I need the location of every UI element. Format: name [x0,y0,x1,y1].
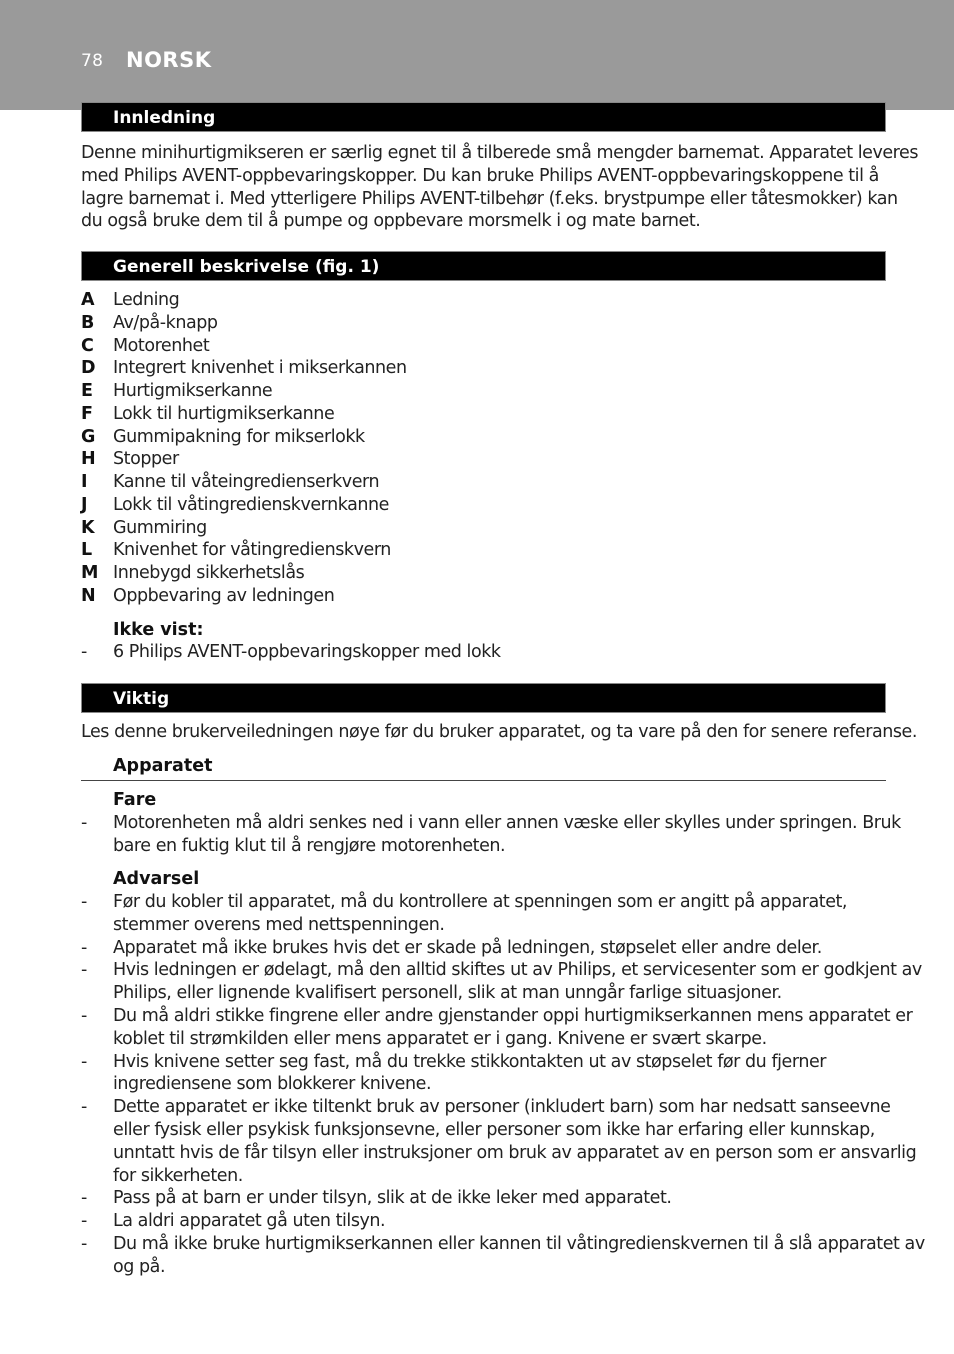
bullet-dash: - [81,937,87,958]
important-intro [81,721,917,744]
section-bar-important [81,683,886,713]
bullet-line: stemmer overens med nettspenningen. [113,914,445,935]
part-label: Motorenhet [113,335,210,356]
part-label: Innebygd sikkerhetslås [113,563,305,583]
bullet-dash: - [81,813,87,833]
part-label: Gummiring [113,517,207,538]
page-number: 78 [81,51,104,71]
bullet-dash: - [81,1006,87,1026]
part-letter: E [81,381,93,401]
bullet-line: og på. [113,1256,166,1277]
bullet-line: Pass på at barn er under tilsyn, slik at de ikke leker med apparatet. [113,1188,672,1209]
part-letter: J [81,494,88,515]
part-letter: H [81,449,96,470]
bullet-line: Du må ikke bruke hurtigmikserkannen eller kannen til våtingredienskvernen til å slå apparatet av [113,1234,925,1254]
part-letter: B [81,312,94,333]
bullet-line: Før du kobler til apparatet, må du kontrollere at spenningen som er angitt på apparatet, [113,892,848,912]
part-letter: M [81,563,98,583]
bullet-line: Philips, eller lignende kvalifisert personell, slik at man unngår farlige situasjoner. [113,983,782,1004]
bullet-dash: - [81,1188,87,1209]
part-letter: I [81,472,88,492]
intro-line: du også bruke dem til å pumpe og oppbevare morsmelk i og mate barnet. [81,211,701,232]
bullet-line: Dette apparatet er ikke tiltenkt bruk av personer (inkludert barn) som har nedsatt sanseevne [113,1097,891,1118]
part-letter: K [81,517,95,538]
part-letter: F [81,403,93,424]
part-letter: D [81,358,96,379]
part-label: Stopper [113,449,179,470]
part-label: Ledning [113,290,180,310]
section-bar-intro [81,102,886,132]
section-title-general: Generell beskrivelse (fig. 1) [113,257,380,277]
important-intro-text: Les denne brukerveiledningen nøye før du bruker apparatet, og ta vare på den for senere referanse. [81,722,917,742]
intro-paragraph [81,142,919,233]
part-letter: N [81,585,96,606]
bullet-line: bare en fuktig klut til å rengjøre motorenheten. [113,835,506,856]
part-letter: G [81,426,95,447]
language-title: NORSK [126,48,212,72]
part-label: Kanne til våteingredienserkvern [113,472,380,492]
bullet-dash: - [81,892,87,912]
bullet-line: Hvis ledningen er ødelagt, må den alltid skiftes ut av Philips, et servicesenter som er godkjent av [113,960,922,981]
bullet-dash: - [81,642,87,662]
part-letter: L [81,540,92,561]
part-label: Lokk til våtingredienskvernkanne [113,494,389,515]
section-title-important: Viktig [113,689,170,709]
part-label: Knivenhet for våtingredienskvern [113,540,391,561]
appliance-heading: Apparatet [113,756,213,776]
intro-line: lagre barnemat i. Med ytterligere Philips AVENT-tilbehør (f.eks. brystpumpe eller tåtesmokker) kan [81,188,898,209]
warning-heading: Advarsel [113,869,200,889]
bullet-line: eller fysisk eller psykisk funksjonsevne, eller personer som ikke har erfaring eller kunnskap, [113,1119,875,1140]
section-title-intro: Innledning [113,108,216,128]
part-label: Av/på-knapp [113,312,218,333]
bullet-line: for sikkerheten. [113,1165,243,1186]
bullet-dash: - [81,960,87,981]
intro-line: Denne minihurtigmikseren er særlig egnet til å tilberede små mengder barnemat. Apparatet leveres [81,143,919,163]
part-letter: A [81,290,95,310]
bullet-line: koblet til strømkilden eller mens apparatet er i gang. Knivene er svært skarpe. [113,1028,767,1049]
page-header-band [0,0,954,110]
bullet-line: La aldri apparatet gå uten tilsyn. [113,1211,386,1232]
danger-heading: Fare [113,790,157,810]
section-bar-general [81,251,886,281]
not-shown-label: Ikke vist: [113,620,204,640]
bullet-line: Hvis knivene setter seg fast, må du trekke stikkontakten ut av støpselet før du fjerner [113,1051,827,1072]
intro-line: med Philips AVENT-oppbevaringskopper. Du kan bruke Philips AVENT-oppbevaringskoppene til å [81,165,879,186]
bullet-line: Apparatet må ikke brukes hvis det er skade på ledningen, støpselet eller andre deler. [113,937,822,958]
bullet-dash: - [81,1234,87,1254]
part-label: Oppbevaring av ledningen [113,585,335,606]
bullet-line: Motorenheten må aldri senkes ned i vann eller annen væske eller skylles under springen. Bruk [113,813,901,833]
part-label: Hurtigmikserkanne [113,381,273,401]
bullet-dash: - [81,1097,87,1118]
bullet-dash: - [81,1211,87,1232]
part-label: Integrert knivenhet i mikserkannen [113,358,407,379]
bullet-dash: - [81,1051,87,1072]
part-letter: C [81,335,94,356]
part-label: Lokk til hurtigmikserkanne [113,403,335,424]
not-shown-text: 6 Philips AVENT-oppbevaringskopper med lokk [113,642,501,662]
part-label: Gummipakning for mikserlokk [113,426,365,447]
divider [81,780,886,781]
bullet-line: Du må aldri stikke fingrene eller andre gjenstander oppi hurtigmikserkannen mens apparatet er [113,1006,913,1026]
bullet-line: ingrediensene som blokkerer knivene. [113,1074,432,1095]
bullet-line: unntatt hvis de får tilsyn eller instruksjoner om bruk av apparatet av en person som er ansvarlig [113,1142,917,1163]
